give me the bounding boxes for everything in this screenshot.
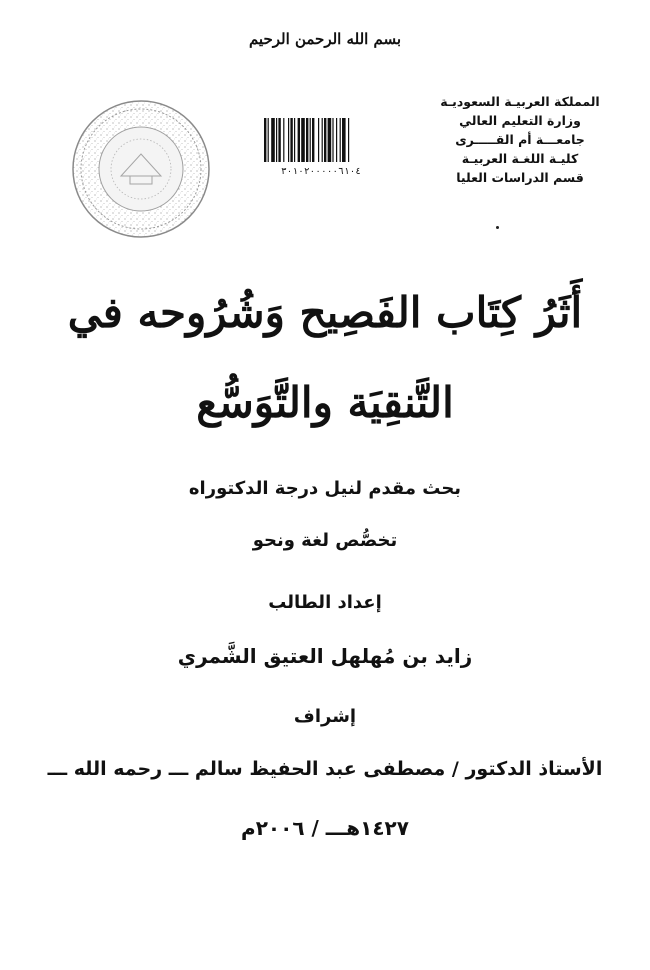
barcode-bar (332, 118, 333, 162)
barcode-bar (306, 118, 308, 162)
student-name: زايد بن مُهلهل العتيق الشَّمري (177, 644, 473, 668)
stray-mark (496, 226, 499, 229)
supervisor-name: الأستاذ الدكتور / مصطفى عبد الحفيظ سالم ـــ رحمه الله ـــ (47, 758, 603, 780)
barcode-bar (340, 118, 341, 162)
barcode-bar (268, 118, 269, 162)
barcode-bar (290, 118, 292, 162)
institution-line: جامعـــة أم القـــــرى (455, 132, 585, 147)
institution-line: قسم الدراسات العليا (456, 170, 584, 185)
institution-header (420, 92, 620, 187)
barcode-bar (318, 118, 319, 162)
thesis-title-line-1: أَثَرُ كِتَاب الفَصِيح وَشُرُوحه في (67, 288, 583, 337)
barcode-bar (288, 118, 289, 162)
barcode-bar (324, 118, 326, 162)
barcode-bar (348, 118, 349, 162)
barcode-bar (271, 118, 275, 162)
barcode-bar (322, 118, 323, 162)
barcode-bar (336, 118, 337, 162)
basmala: بسم الله الرحمن الرحيم (248, 30, 402, 48)
barcode-bar (310, 118, 311, 162)
supervision-label: إشراف (293, 706, 357, 727)
thesis-title-line-2: التَّنقِيَة والتَّوَسُّع (196, 378, 454, 427)
barcode-bar (312, 118, 314, 162)
barcode-bar (342, 118, 346, 162)
barcode-bar (278, 118, 280, 162)
barcode-bar (298, 118, 300, 162)
specialization: تخصُّص لغة ونحو (252, 530, 398, 551)
barcode-bar (294, 118, 295, 162)
barcode-number: ٣٠١٠٢٠٠٠٠٠٦١٠٤ (280, 166, 362, 177)
barcode-bar (276, 118, 277, 162)
barcode-bars (262, 118, 380, 164)
barcode-bar (283, 118, 284, 162)
institution-line: كليـة اللغـة العربيـة (461, 151, 579, 166)
institution-line: المملكة العربيـة السعوديـة (440, 94, 600, 109)
university-seal-icon (70, 98, 212, 240)
submission-date: ١٤٢٧هـــ / ٢٠٠٦م (241, 816, 409, 840)
barcode-bar (301, 118, 305, 162)
degree-statement: بحث مقدم لنيل درجة الدكتوراه (188, 478, 462, 499)
prepared-by-label: إعداد الطالب (268, 592, 382, 613)
barcode-bar (328, 118, 332, 162)
institution-line: وزارة التعليم العالي (459, 113, 581, 128)
barcode-bar (264, 118, 266, 162)
